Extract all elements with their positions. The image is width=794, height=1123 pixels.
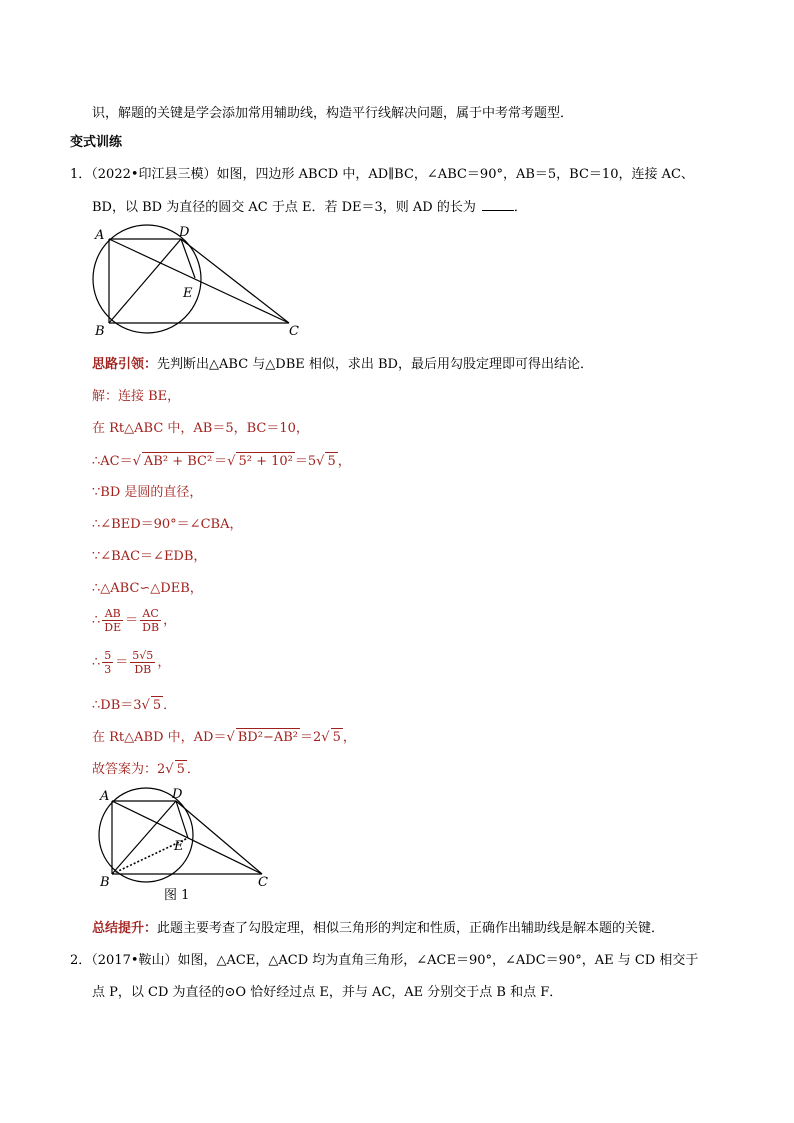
- s3-sqrt1: AB² + BC²: [143, 454, 213, 469]
- solution-line-7: ∴△ABC∽△DEB，: [92, 581, 203, 596]
- solution-line-11: 在 Rt△ABD 中，AD＝√ BD²−AB² ＝2√ 5 ，: [92, 730, 356, 745]
- solution-line-5: ∴∠BED＝90°＝∠CBA，: [92, 517, 243, 532]
- s8-eq: ＝: [125, 613, 139, 628]
- figure-caption: 图 1: [164, 888, 190, 903]
- s3-end: ，: [337, 454, 351, 469]
- hint-line: [92, 356, 593, 374]
- q1-text-line1: （2022•印江县三模）如图，四边形 ABCD 中，AD∥BC，∠ABC＝90°，AB＝5，BC＝10，连接 AC、: [91, 167, 694, 182]
- solution-figure: [92, 786, 282, 906]
- hint-label: 思路引领：: [92, 357, 158, 372]
- s11-end: ，: [342, 730, 356, 745]
- s12-pre: 故答案为：2: [92, 762, 166, 777]
- s11-pre: 在 Rt△ABD 中，AD＝: [92, 730, 227, 745]
- hint-text: 先判断出△ABC 与△DBE 相似，求出 BD，最后用勾股定理即可得出结论．: [157, 357, 593, 372]
- q1-figure: [84, 224, 314, 344]
- s3-eq: ＝5: [294, 454, 317, 469]
- s8-end: ，: [163, 613, 177, 628]
- summary-line: [92, 920, 664, 938]
- s10-end: ．: [163, 698, 177, 713]
- s9-eq: ＝: [115, 655, 129, 670]
- intro-line: 识，解题的关键是学会添加常用辅助线，构造平行线解决问题，属于中考常考题型．: [92, 106, 574, 121]
- s9-pre: ∴: [92, 655, 101, 670]
- s8-pre: ∴: [92, 613, 101, 628]
- solution-line-3: ∴AC＝√ AB² + BC² ＝√ 5² + 10² ＝5√ 5 ，: [92, 454, 351, 469]
- segment-bd: [112, 801, 176, 874]
- solution-line-1: 解：连接 BE，: [92, 389, 181, 404]
- label-c: C: [258, 875, 268, 890]
- fraction-ac-db: $\frac{AC}{DB}$: [142, 607, 160, 634]
- s10-sqrt: 5: [152, 698, 162, 713]
- summary-text: 此题主要考查了勾股定理，相似三角形的判定和性质，正确作出辅助线是解本题的关键．: [157, 921, 665, 936]
- s3-sqrt3: 5: [327, 454, 336, 469]
- answer-blank: [482, 198, 514, 211]
- fraction-5root5-db: $\frac{5√5}{DB}$: [132, 649, 154, 676]
- summary-label: 总结提升：: [92, 921, 158, 936]
- label-a: A: [95, 228, 105, 243]
- solution-line-8: [92, 606, 176, 636]
- fraction-ab-de: $\frac{AB}{DE}$: [104, 607, 122, 634]
- fraction-5-3: $\frac{5}{3}$: [104, 649, 112, 676]
- label-d: D: [179, 225, 190, 240]
- q1-line2: [92, 198, 527, 217]
- s12-end: ．: [186, 762, 200, 777]
- s3-mid: ＝: [214, 454, 228, 469]
- s11-eq: ＝2: [299, 730, 322, 745]
- label-d: D: [172, 787, 183, 802]
- label-e: E: [183, 286, 193, 301]
- q1-line2-end: ．: [513, 200, 527, 215]
- label-e: E: [174, 839, 184, 854]
- section-title: 变式训练: [70, 135, 123, 150]
- q1-text-line2: BD，以 BD 为直径的圆交 AC 于点 E．若 DE＝3，则 AD 的长为: [92, 200, 476, 215]
- q2-text-line1: （2017•鞍山）如图，△ACE，△ACD 均为直角三角形，∠ACE＝90°，∠ADC＝90°，AE 与 CD 相交于: [91, 953, 699, 968]
- solution-line-4: ∵BD 是圆的直径，: [92, 485, 203, 500]
- solution-line-2: 在 Rt△ABC 中，AB＝5，BC＝10，: [92, 421, 309, 436]
- segment-bd: [109, 239, 181, 323]
- s3-sqrt2: 5² + 10²: [238, 454, 293, 469]
- s9-end: ，: [157, 655, 171, 670]
- segment-dc: [181, 239, 289, 323]
- s10-pre: ∴DB＝3: [92, 698, 142, 713]
- solution-line-12: 故答案为：2√ 5 ．: [92, 762, 200, 777]
- label-b: B: [95, 324, 105, 339]
- q1-line1: [70, 166, 694, 184]
- label-c: C: [289, 324, 299, 339]
- solution-line-10: ∴DB＝3√ 5 ．: [92, 698, 177, 713]
- q1-number: 1．: [70, 167, 92, 182]
- q2-number: 2．: [70, 953, 92, 968]
- label-b: B: [100, 875, 110, 890]
- q2-line1: [70, 952, 698, 970]
- s11-sqrt: BD²−AB²: [237, 730, 298, 745]
- s3-pre: ∴AC＝: [92, 454, 133, 469]
- solution-line-9: [92, 648, 170, 678]
- label-a: A: [100, 789, 110, 804]
- s12-sqrt: 5: [176, 762, 185, 777]
- segment-dc: [176, 801, 262, 874]
- s11-sqrt2: 5: [332, 730, 341, 745]
- solution-line-6: ∵∠BAC＝∠EDB，: [92, 549, 207, 564]
- segment-ac: [109, 239, 289, 323]
- q2-line2: 点 P，以 CD 为直径的⊙O 恰好经过点 E，并与 AC，AE 分别交于点 B 和点 F．: [92, 985, 563, 1000]
